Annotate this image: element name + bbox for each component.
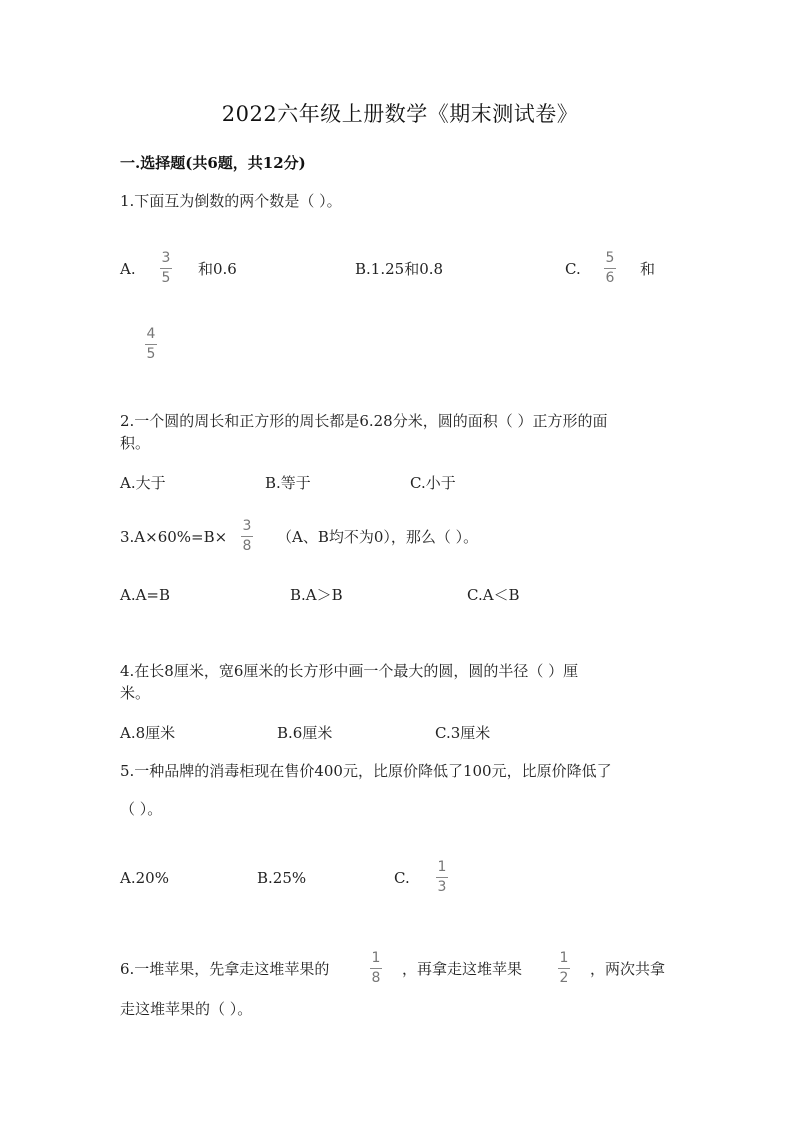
fraction-denominator: 6 — [605, 270, 615, 286]
fraction-numerator: 5 — [605, 250, 615, 266]
fraction-denominator: 2 — [559, 970, 569, 986]
q4-option-c: C.3厘米 — [435, 724, 491, 742]
question-4-stem-line1: 4.在长8厘米，宽6厘米的长方形中画一个最大的圆，圆的半径（ ）厘 — [120, 662, 579, 680]
question-5-stem-line1: 5.一种品牌的消毒柜现在售价400元，比原价降低了100元，比原价降低了 — [120, 762, 612, 780]
q6-stem-fraction-2 — [558, 951, 570, 986]
fraction-denominator: 5 — [146, 346, 156, 362]
question-6-stem-mid: ，再拿走这堆苹果 — [402, 960, 523, 978]
question-5-stem-line2: （ ）。 — [120, 800, 163, 818]
question-1-stem: 1.下面互为倒数的两个数是（ ）。 — [120, 192, 342, 210]
q5-option-b: B.25% — [257, 869, 307, 887]
fraction-bar — [436, 877, 448, 878]
fraction-bar — [160, 268, 172, 269]
question-6-stem-suffix: ，两次共拿 — [590, 960, 666, 978]
q2-option-c: C.小于 — [410, 474, 456, 492]
fraction-numerator: 4 — [146, 326, 156, 342]
fraction-bar — [241, 536, 253, 537]
q1-option-c-fraction — [604, 251, 616, 286]
fraction-bar — [604, 268, 616, 269]
question-3-stem-prefix: 3.A×60%=B× — [120, 528, 228, 546]
q4-option-a: A.8厘米 — [120, 724, 176, 742]
fraction-bar — [558, 968, 570, 969]
fraction-numerator: 1 — [371, 950, 381, 966]
fraction-denominator: 3 — [437, 879, 447, 895]
q1-option-a-label: A. — [120, 260, 136, 278]
fraction-denominator: 8 — [242, 538, 252, 554]
question-6-stem-line2: 走这堆苹果的（ ）。 — [120, 1000, 253, 1018]
q5-option-c-fraction — [436, 860, 448, 895]
q1-option-b: B.1.25和0.8 — [355, 260, 444, 278]
question-3-stem-suffix: （A、B均不为0），那么（ ）。 — [277, 528, 479, 546]
q1-option-a-text: 和0.6 — [198, 260, 237, 278]
q4-option-b: B.6厘米 — [277, 724, 333, 742]
q2-option-a: A.大于 — [120, 474, 166, 492]
q3-option-a: A.A=B — [120, 586, 171, 604]
question-2-stem-line1: 2.一个圆的周长和正方形的周长都是6.28分米，圆的面积（ ）正方形的面 — [120, 412, 608, 430]
q2-option-b: B.等于 — [265, 474, 311, 492]
q5-option-a: A.20% — [120, 869, 169, 887]
fraction-bar — [145, 344, 157, 345]
q1-option-c-label: C. — [565, 260, 581, 278]
fraction-numerator: 1 — [437, 859, 447, 875]
fraction-denominator: 5 — [161, 270, 171, 286]
q1-option-c-text: 和 — [640, 260, 656, 278]
question-4-stem-line2: 米。 — [120, 684, 151, 702]
fraction-denominator: 8 — [371, 970, 381, 986]
question-2-stem-line2: 积。 — [120, 434, 151, 452]
question-6-stem-prefix: 6.一堆苹果，先拿走这堆苹果的 — [120, 960, 330, 978]
q5-option-c-label: C. — [394, 869, 410, 887]
fraction-numerator: 1 — [559, 950, 569, 966]
q6-stem-fraction-1 — [370, 951, 382, 986]
page-title: 2022六年级上册数学《期末测试卷》 — [221, 102, 579, 126]
q3-option-b: B.A＞B — [290, 586, 343, 604]
section-heading: 一.选择题(共6题，共12分) — [120, 154, 306, 172]
q1-option-a-fraction — [160, 251, 172, 286]
q3-stem-fraction — [241, 519, 253, 554]
fraction-numerator: 3 — [161, 250, 171, 266]
fraction-numerator: 3 — [242, 518, 252, 534]
q1-option-c-fraction-2 — [145, 327, 157, 362]
fraction-bar — [370, 968, 382, 969]
q3-option-c: C.A＜B — [467, 586, 520, 604]
